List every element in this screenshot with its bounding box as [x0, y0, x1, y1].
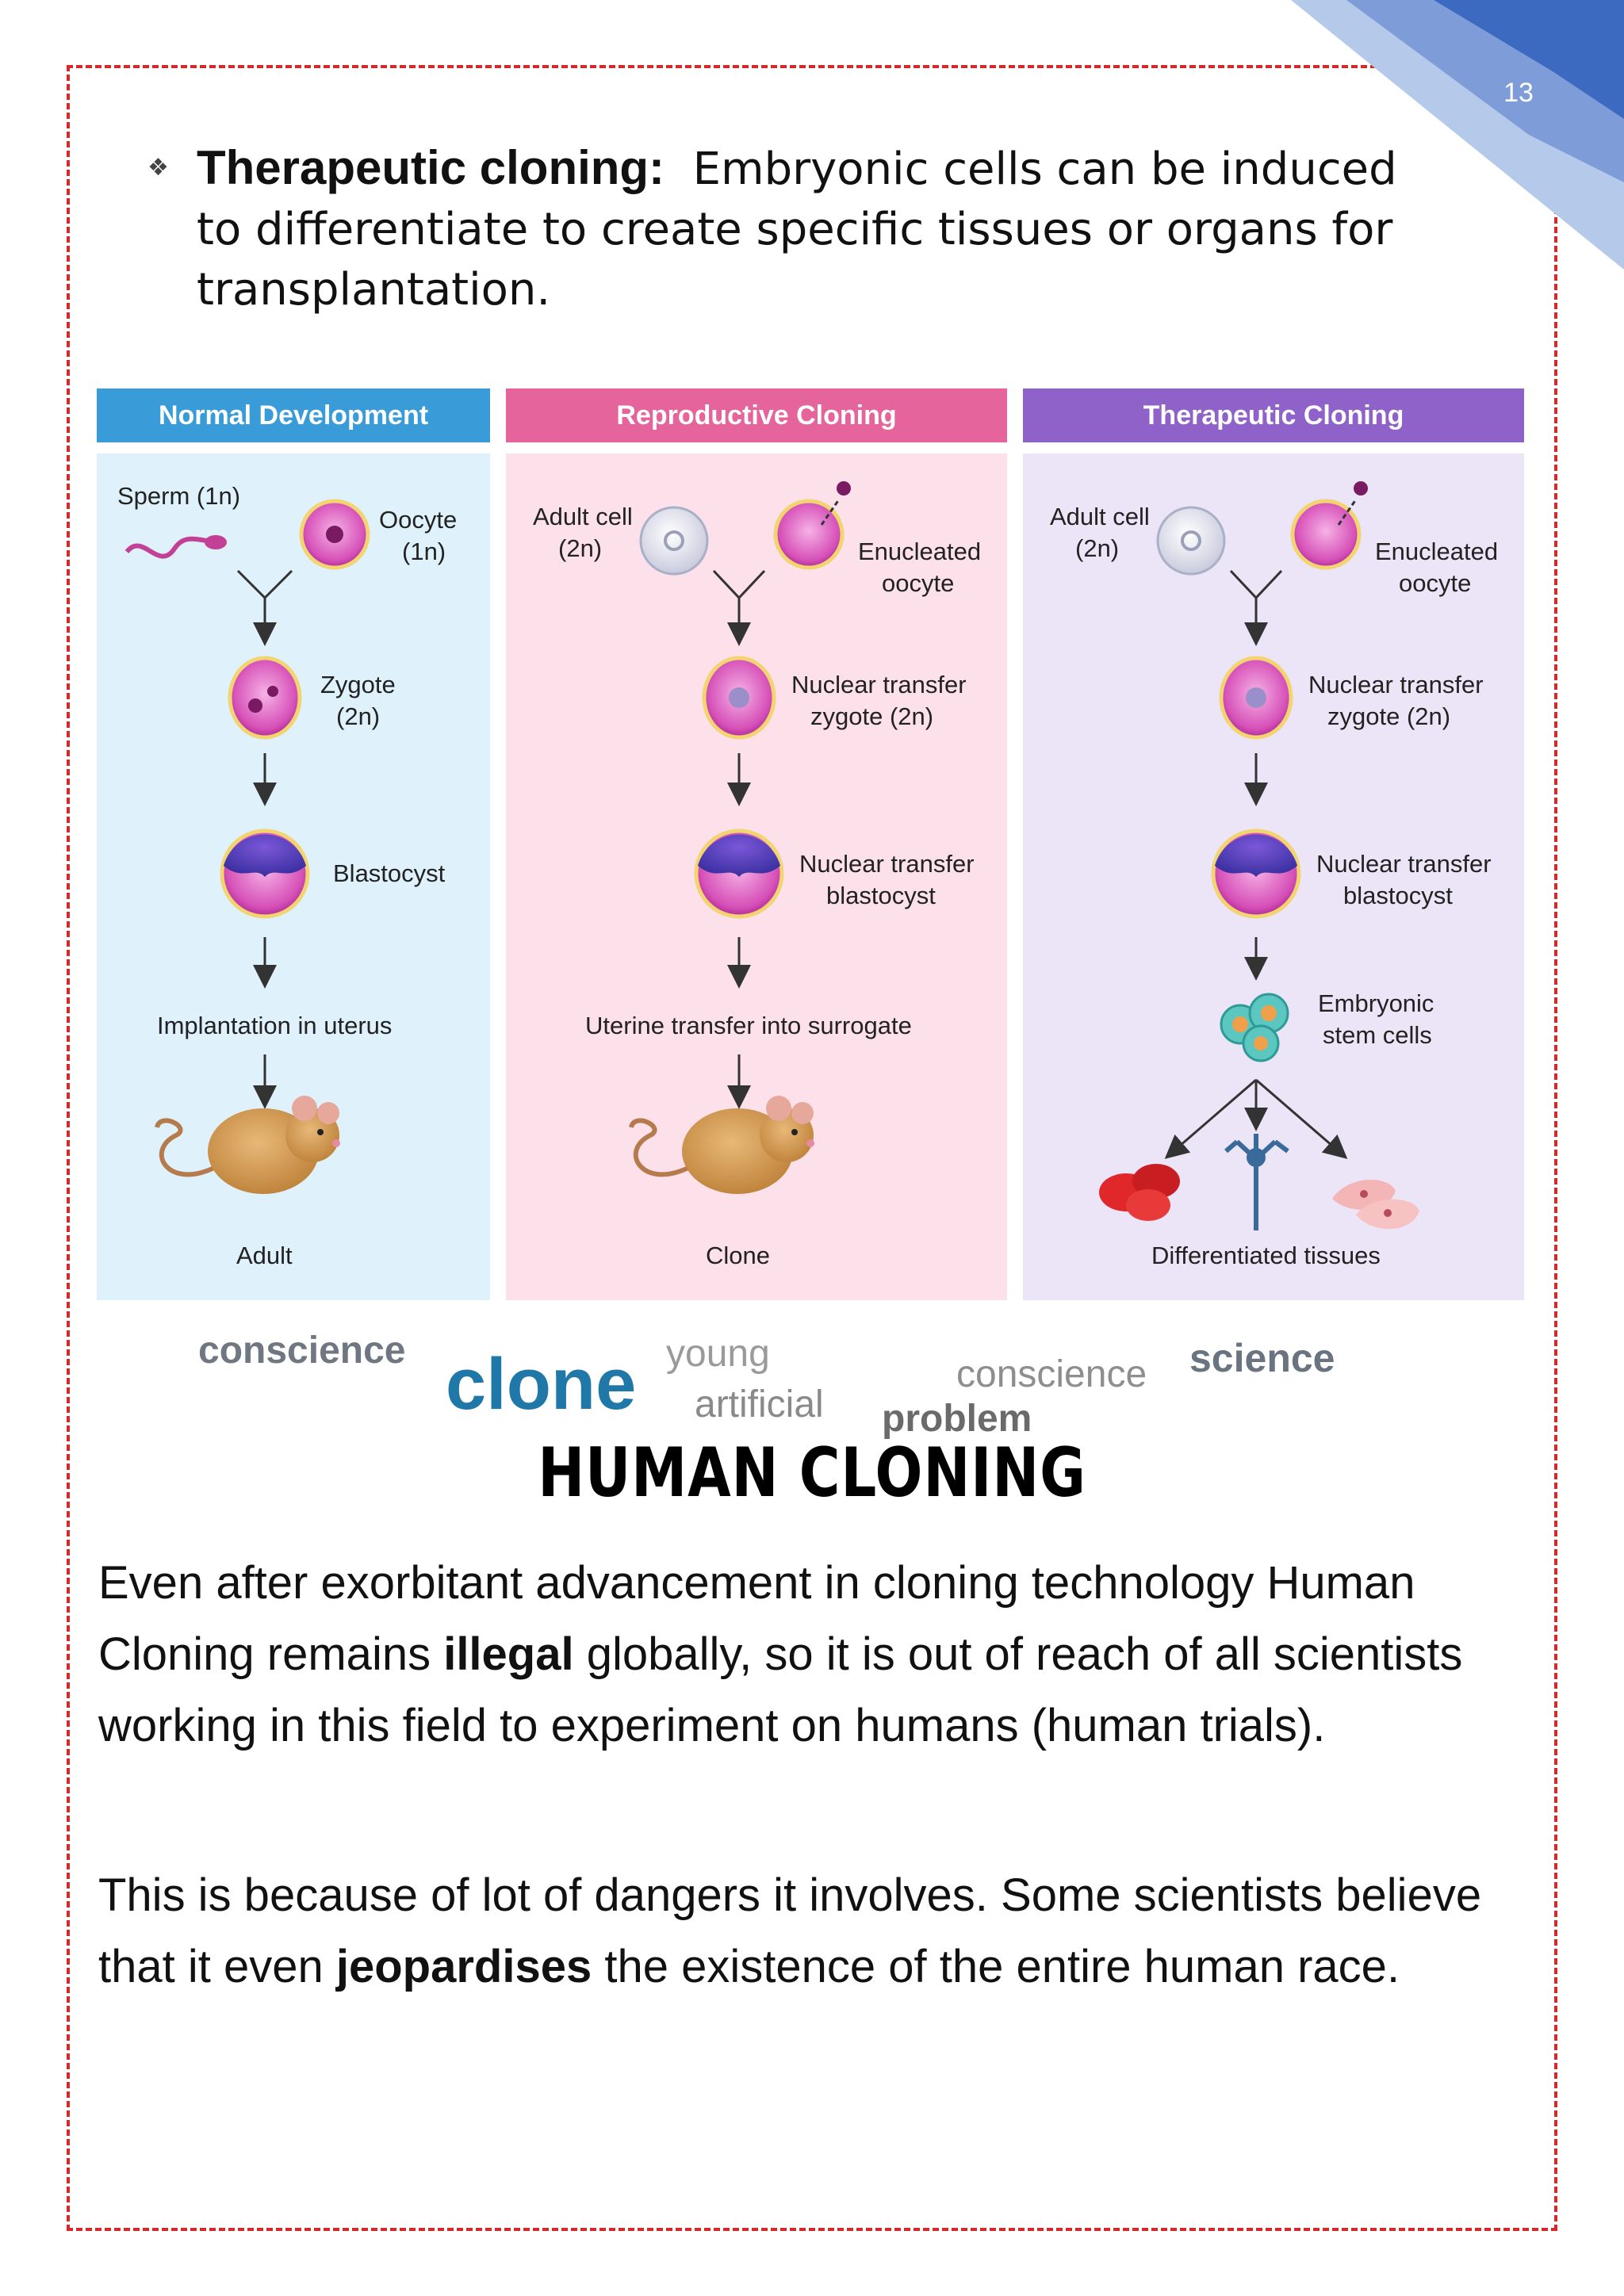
bold-term: illegal: [443, 1628, 574, 1680]
paragraph-text: This is because of lot of dangers it involves. Some scientists believe that it even: [98, 1869, 1482, 1992]
paragraph-illegal: [98, 1548, 1494, 1762]
enucleated-label: Enucleated: [858, 538, 982, 565]
page-number: 13: [1503, 78, 1534, 108]
oocyte-ploidy: (1n): [402, 538, 446, 565]
nt-zygote-sub: zygote (2n): [1327, 702, 1451, 730]
mouse-icon: [631, 1096, 814, 1194]
adult-cell-ploidy: (2n): [558, 534, 603, 562]
stem-cells-label: Embryonic: [1318, 989, 1434, 1017]
enucleated-sub: oocyte: [882, 569, 955, 597]
neuron-icon: [1226, 1134, 1288, 1230]
oocyte-label: Oocyte: [379, 506, 458, 534]
pronucleus-2: [267, 686, 278, 697]
transferred-nucleus: [729, 687, 749, 708]
word-cloud-word: conscience: [198, 1330, 406, 1372]
zygote-label: Zygote: [320, 671, 396, 698]
zygote-ploidy: (2n): [336, 702, 381, 730]
sperm-icon: [127, 539, 216, 557]
word-cloud-word: problem: [882, 1398, 1032, 1440]
transferred-nucleus: [1246, 687, 1266, 708]
nt-zygote-sub: zygote (2n): [810, 702, 934, 730]
implantation-label: Implantation in uterus: [157, 1012, 393, 1039]
intro-term: Therapeutic cloning:: [197, 141, 665, 194]
panel-body: [97, 453, 490, 1300]
paragraph-dangers: [98, 1860, 1494, 2003]
adult-cell-icon: [1158, 507, 1224, 574]
stem-cells-sub: stem cells: [1323, 1021, 1432, 1049]
adult-cell-icon: [641, 507, 707, 574]
panel-body: [506, 453, 1007, 1300]
cloning-diagram: [97, 388, 1524, 1300]
panel-title: Therapeutic Cloning: [1023, 388, 1524, 442]
bold-term: jeopardises: [335, 1941, 592, 1992]
uterine-transfer-label: Uterine transfer into surrogate: [585, 1012, 912, 1039]
stem-cells-icon: [1221, 994, 1288, 1061]
paragraph-text: the existence of the entire human race.: [592, 1941, 1400, 1992]
sperm-head: [205, 535, 227, 549]
panel-body: [1023, 453, 1524, 1300]
arrow-icon: [1174, 1080, 1256, 1151]
differentiated-tissues-label: Differentiated tissues: [1151, 1242, 1381, 1269]
adult-cell-ploidy: (2n): [1075, 534, 1120, 562]
red-blood-cells-icon: [1099, 1164, 1180, 1221]
sperm-label: Sperm (1n): [117, 482, 241, 510]
tissue-cells-icon: [1332, 1180, 1419, 1229]
panel-title: Normal Development: [97, 388, 490, 442]
oocyte-nucleus: [326, 526, 343, 543]
pronucleus-1: [248, 698, 262, 713]
mouse-icon: [157, 1096, 340, 1194]
nt-zygote-label: Nuclear transfer: [791, 671, 967, 698]
diamond-bullet-icon: ❖: [147, 154, 169, 182]
intro-text: Embryonic cells can be induced to differentiate to create specific tissues or organs for transplantation.: [197, 144, 1397, 316]
blastocyst-label: Blastocyst: [333, 859, 446, 887]
panel-therapeutic-cloning: [1023, 388, 1524, 1300]
section-heading: HUMAN CLONING: [538, 1433, 1086, 1513]
word-cloud-word: young: [666, 1333, 770, 1375]
panel-title: Reproductive Cloning: [506, 388, 1007, 442]
word-cloud-word: science: [1189, 1336, 1335, 1380]
panel-reproductive-cloning: [506, 388, 1007, 1300]
enucleated-sub: oocyte: [1399, 569, 1472, 597]
adult-label: Adult: [236, 1242, 293, 1269]
nt-blastocyst-label: Nuclear transfer: [799, 850, 975, 878]
removed-nucleus: [837, 481, 851, 496]
adult-cell-label: Adult cell: [533, 503, 633, 530]
zygote-icon: [230, 658, 300, 737]
panel-normal-development: [97, 388, 490, 1300]
nt-blastocyst-sub: blastocyst: [826, 882, 936, 909]
nt-blastocyst-label: Nuclear transfer: [1316, 850, 1492, 878]
removed-nucleus: [1354, 481, 1368, 496]
arrow-icon: [1256, 1080, 1339, 1151]
adult-cell-label: Adult cell: [1050, 503, 1150, 530]
enucleated-label: Enucleated: [1375, 538, 1499, 565]
nt-zygote-label: Nuclear transfer: [1308, 671, 1484, 698]
intro-paragraph: [197, 138, 1434, 320]
nt-blastocyst-sub: blastocyst: [1343, 882, 1453, 909]
paragraph-text: Even after exorbitant advancement in cloning technology Human Cloning remains: [98, 1557, 1415, 1680]
clone-label: Clone: [706, 1242, 770, 1269]
paragraph-text: globally, so it is out of reach of all scientists working in this field to experiment on humans (human trials).: [98, 1628, 1463, 1751]
word-cloud-word: artificial: [695, 1383, 824, 1425]
word-cloud-word: clone: [446, 1344, 637, 1425]
word-cloud-word: conscience: [956, 1353, 1147, 1395]
